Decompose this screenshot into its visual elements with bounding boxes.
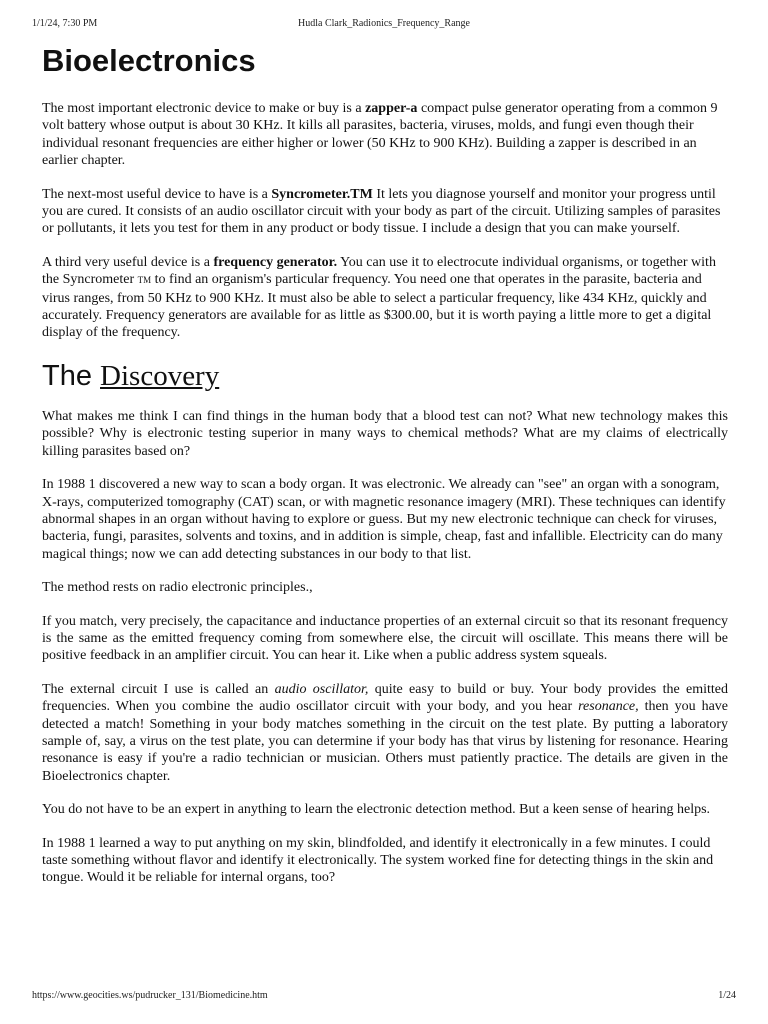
section-heading-discovery [42, 358, 728, 394]
paragraph-frequency-generator [42, 254, 728, 342]
paragraph-resonance-principle: If you match, very precisely, the capacitance and inductance properties of an external circuit so that its resonant frequency is the same as the emitted frequency coming from somewhere else, the circuit will oscillate. This means there will be positive feedback in an amplifier circuit. You can hear it. Like when a public address system squeals. [42, 613, 728, 664]
term-syncrometer: Syncrometer.TM [271, 186, 373, 202]
paragraph-text: The next-most useful device to have is a [42, 186, 272, 202]
paragraph-text: quite easy to build or buy. Your body provides the emitted frequencies. When you combine the audio oscillator circuit with your body, and you hear [42, 681, 728, 715]
paragraph-questions: What makes me think I can find things in the human body that a blood test can not? What new technology makes this possible? Why is electronic testing superior in many ways to chemical methods? What are my claims of electrically killing parasites based on? [42, 408, 728, 459]
paragraph-text: A third very useful device is a [42, 254, 214, 270]
paragraph-text: The most important electronic device to make or buy is a [42, 101, 366, 116]
paragraph-syncrometer [42, 186, 728, 238]
term-frequency-generator: frequency generator. [213, 254, 338, 270]
term-audio-oscillator: audio oscillator, [274, 681, 369, 697]
paragraph-audio-oscillator [42, 681, 728, 785]
paragraph-text: You can use it to electrocute individual organisms, or together with the Syncrometer [42, 254, 716, 288]
print-page-number: 1/24 [718, 990, 736, 1001]
heading-prefix: The [42, 359, 101, 392]
paragraph-text: It lets you diagnose yourself and monitor your progress until you are cured. It consists of an audio oscillator circuit with your body as part of the circuit. Utilizing samples of parasites or pollutants, it lets you test for them in any product or body tissue. I include a design that you can make yourself. [42, 186, 721, 237]
print-header [32, 18, 736, 32]
paragraph-zapper [42, 100, 728, 170]
paragraph-expert: You do not have to be an expert in anything to learn the electronic detection method. But a keen sense of hearing helps. [42, 802, 711, 818]
term-zapper: zapper-a [365, 101, 418, 116]
discovery-link[interactable]: Discovery [100, 359, 220, 392]
paragraph-text: to find an organism's particular frequency. You need one that operates in the parasite, bacteria and virus ranges, from 50 KHz to 900 KHz. It must also be able to select a particular frequency, like 434 KHz, quickly and accurately. Frequency generators are available for as little as $300.00, but it is worth paying a little more to get a digital display of the frequency. [42, 272, 712, 341]
paragraph-text: compact pulse generator operating from a common 9 volt battery whose output is about 30 KHz. It kills all parasites, bacteria, viruses, molds, and fungi even though their individual resonant frequencies are either higher or lower (50 KHz to 900 KHz). Building a zapper is described in an earlier chapter. [42, 101, 718, 169]
print-document-title: Hudla Clark_Radionics_Frequency_Range [298, 18, 470, 29]
paragraph-skin-test: In 1988 1 learned a way to put anything on my skin, blindfolded, and identify it electronically in a few minutes. I could taste something without flavor and identify it electronically. The system worked fine for detecting things in the skin and tongue. Would it be reliable for internal organs, too? [42, 835, 714, 886]
paragraph-method: The method rests on radio electronic principles., [42, 580, 313, 596]
paragraph-text: The external circuit I use is called an [42, 681, 275, 697]
print-footer [32, 990, 736, 1004]
trademark-mark: TM [137, 275, 152, 286]
print-timestamp: 1/1/24, 7:30 PM [32, 18, 98, 29]
term-resonance: resonance, [578, 699, 639, 715]
document-body [42, 42, 728, 903]
paragraph-1988-discovery: In 1988 1 discovered a new way to scan a body organ. It was electronic. We already can "see" an organ with a sonogram, X-rays, computerized tomography (CAT) scan, or with magnetic resonance imagery (MRI). These techniques can identify abnormal shapes in an organ without having to explore or guess. But my new electronic technique can check for viruses, bacteria, fungi, parasites, solvents and toxins, and in addition is simple, cheap, fast and infallible. Electricity can do many magical things; now we can add detecting substances in our body to that list. [42, 477, 726, 562]
paragraph-text: then you have detected a match! Something in your body matches something in the circuit on the test plate. By putting a laboratory sample of, say, a virus on the test plate, you can determine if your body has that virus by listening for resonance. Hearing resonance is easy if you're a radio technician or musician. Others must patiently practice. The details are given in the Bioelectronics chapter. [42, 699, 728, 784]
page-title: Bioelectronics [42, 43, 256, 78]
print-source-url: https://www.geocities.ws/pudrucker_131/Biomedicine.htm [32, 990, 268, 1001]
